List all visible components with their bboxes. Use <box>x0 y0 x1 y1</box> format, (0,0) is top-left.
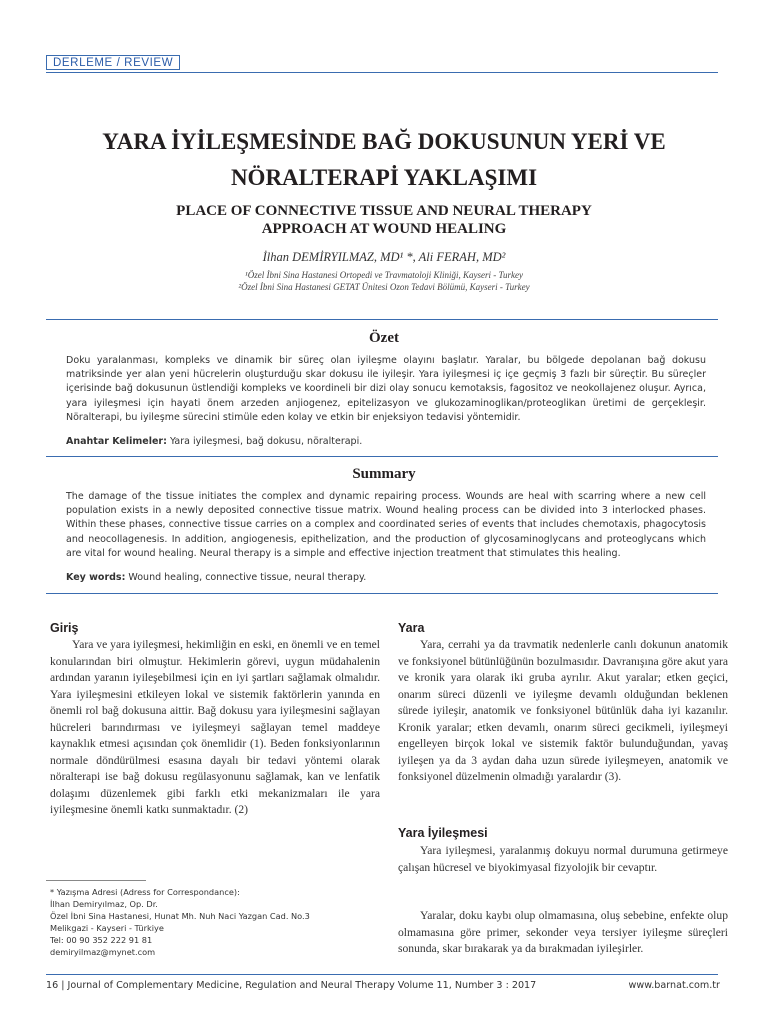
footer-rule <box>46 974 718 975</box>
header-rule <box>46 72 718 73</box>
title-turkish-line1: YARA İYİLEŞMESİNDE BAĞ DOKUSUNUN YERİ VE <box>102 129 666 154</box>
section-badge: DERLEME / REVIEW <box>46 55 180 70</box>
title-english-line2: APPROACH AT WOUND HEALING <box>261 221 507 237</box>
footer-website-link[interactable]: www.barnat.com.tr <box>628 980 720 991</box>
wound-heading: Yara <box>398 621 425 635</box>
intro-text: Yara ve yara iyileşmesi, hekimliğin en eski, en önemli ve en temel konularından biri olmuştur. Hekimlerin görevi, uygun müdahalenin ardından yaranın iyileşebilmesi için en iyi şartları sağlamak olmalıdır. Yara iyileşmesini etkileyen lokal ve sistemik faktörlerin yanında en önemli rol bağ dokusuna aittir. Bağ dokusu yara iyileşmesini sağlayan hücreleri barındırması ve iyileşmeyi sağlayan temel maddeye kaynaklık etmesi açısından çok önemlidir (1). Beden fonksiyonlarının normale döndürülmesi esasına dayalı bir tedavi yöntemi olarak nöralterapi ise bağ dokusu regülasyonunu sağlamak, kan ve lenfatik dolaşımı düzenlemek gibi farklı etki mekanizmaları ile yara iyileşmesine önemli katkı sunmaktadır. (2) <box>50 638 380 816</box>
affiliation-2: ²Özel İbni Sina Hastanesi GETAT Ünitesi Ozon Tedavi Bölümü, Kayseri - Turkey <box>238 282 530 292</box>
footnote-line-2: İlhan Demiryılmaz, Op. Dr. <box>50 899 158 910</box>
correspondence-footnote <box>50 886 370 959</box>
summary-keywords-value: Wound healing, connective tissue, neural therapy. <box>125 572 367 583</box>
wound-healing-heading: Yara İyileşmesi <box>398 826 488 840</box>
footnote-line-4: Melikgazi - Kayseri - Türkiye <box>50 923 164 934</box>
author-list: İlhan DEMİRYILMAZ, MD¹ *, Ali FERAH, MD² <box>262 250 506 264</box>
wound-text: Yara, cerrahi ya da travmatik nedenlerle canlı dokunun anatomik ve fonksiyonel bütünlüğünün bozulmasıdır. Davranışına göre akut yara ve kronik yara olarak iki gruba ayrılır. Akut yaralar; etken geçici, onarım süreci düzenli ve iyileşme devamlı olduğundan beklenen sürede iyileşir, anatomik ve fonksiyonel bütünlük daha iyi kazanılır. Kronik yaralar; etken devamlı, onarım süreci gecikmeli, iyileşmeyi engelleyen birçok lokal ve sistemik faktör bulunduğundan, yavaş iyileşen ya da 3 aydan daha uzun sürede iyileşmeyen, anatomik ve fonksiyonel düzelmenin olmadığı yaralardır (3). <box>398 638 728 783</box>
footnote-line-5: Tel: 00 90 352 222 91 81 <box>50 935 153 946</box>
title-turkish-line2: NÖRALTERAPİ YAKLAŞIMI <box>230 165 538 190</box>
title-english-line1: PLACE OF CONNECTIVE TISSUE AND NEURAL THERAPY <box>176 203 592 219</box>
title-english <box>40 202 728 238</box>
wound-healing-text-2: Yaralar, doku kaybı olup olmamasına, oluş sebebine, enfekte olup olmamasına göre primer, sekonder veya tersiyer iyileşme süreçleri sonunda, skar bırakarak ya da bırakmadan iyileşirler. <box>398 909 728 955</box>
affiliation-1: ¹Özel İbni Sina Hastanesi Ortopedi ve Travmatoloji Kliniği, Kayseri - Turkey <box>245 270 523 280</box>
summary-keywords <box>66 572 706 583</box>
footnote-email: demiryilmaz@mynet.com <box>50 947 156 958</box>
intro-heading: Giriş <box>50 621 79 635</box>
title-turkish <box>40 124 728 196</box>
summary-text: The damage of the tissue initiates the complex and dynamic repairing process. Wounds are heal with scarring where a new cell population exists in a newly deposited connective tissue matrix. Wound healing process can be divided into 3 interlocked phases. Within these phases, connective tissue carries on a complex and coordinated series of events that includes chemotaxis, phagocytosis and neocollagenesis. In addition, angiogenesis, epithelization, and the production of glycosaminoglycans and proteoglycans which are vital for wound healing. Neural therapy is a simple and effective injection treatment that stimulates this healing. <box>66 491 706 559</box>
summary-heading: Summary <box>352 466 416 482</box>
footnote-line-3: Özel İbni Sina Hastanesi, Hunat Mh. Nuh Naci Yazgan Cad. No.3 <box>50 911 310 922</box>
separator-summary <box>46 456 718 457</box>
ozet-keywords-value: Yara iyileşmesi, bağ dokusu, nöralterapi. <box>166 436 363 447</box>
summary-keywords-label: Key words: <box>66 572 126 583</box>
separator-ozet <box>46 319 718 320</box>
footnote-rule <box>46 880 146 881</box>
ozet-keywords <box>66 436 706 447</box>
footer-journal-info: 16 | Journal of Complementary Medicine, Regulation and Neural Therapy Volume 11, Number 3 : 2017 <box>46 980 537 991</box>
separator-body <box>46 593 718 594</box>
ozet-heading: Özet <box>369 330 399 346</box>
ozet-text: Doku yaralanması, kompleks ve dinamik bir süreç olan iyileşme olayını başlatır. Yaralar, bu bölgede depolanan bağ dokusu matriksinde yer alan yeni hücrelerin oluşturduğu skar dokusu ile iyileşir. Yara iyileşmesi iç içe geçmiş 3 fazlı bir süreçtir. Bu süreçler içerisinde bağ dokusunun üstlendiği kompleks ve koordineli bir dizi olay sonucu kemotaksis, fagositoz ve neokollajenez oluşur. Ayrıca, yara iyileşmesi için hayati önem arzeden anjiogenez, epitelizasyon ve glukozaminoglikan/proteoglikan üretimi de gerçekleşir. Nöralterapi, bu iyileşme sürecini stimüle eden kolay ve etkin bir enjeksiyon tedavisi yöntemidir. <box>66 355 706 423</box>
footnote-line-1: * Yazışma Adresi (Adress for Correspondance): <box>50 887 240 897</box>
ozet-keywords-label: Anahtar Kelimeler: <box>66 436 167 447</box>
wound-healing-text-1: Yara iyileşmesi, yaralanmış dokuyu normal durumuna getirmeye çalışan hücresel ve biyokimyasal fizyolojik bir cevaptır. <box>398 844 728 874</box>
